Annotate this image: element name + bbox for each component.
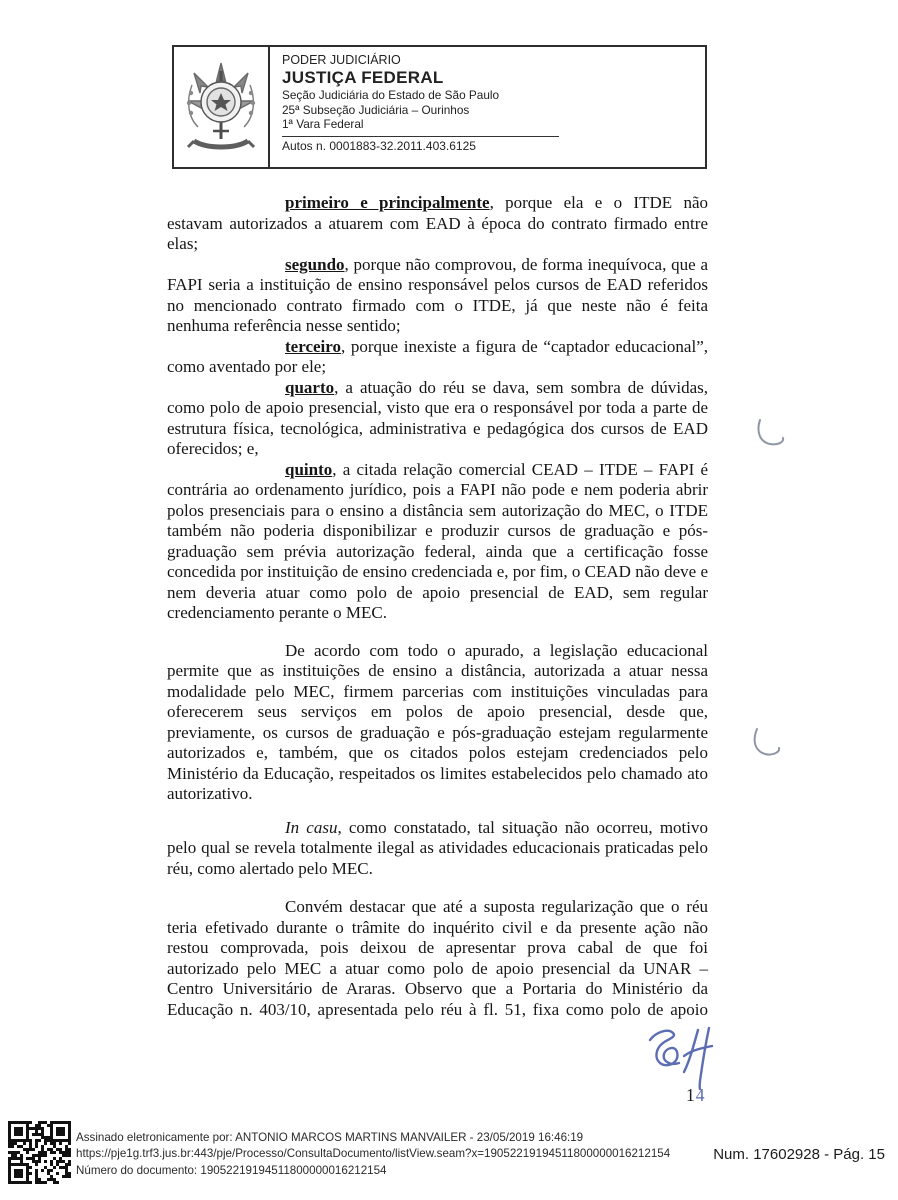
paragraph-text: Convém destacar que até a suposta regularização que o réu teria efetivado durante o trâmite do inquérito civil e da presente ação não restou comprovada, pois deixou de apresentar prova cabal de que foi autorizado pelo MEC a atuar como polo de apoio presencial da UNAR – Centro Universitário de Araras. Observo que a Portaria do Ministério da Educação n. 403/10, apresentada pelo réu à fl. 51, fixa como polo de apoio	[167, 897, 708, 1019]
binder-curl-mark	[750, 414, 792, 456]
paragraph-lead: terceiro	[285, 336, 341, 356]
paragraph-lead: quinto	[285, 459, 333, 479]
header-justice-name: JUSTIÇA FEDERAL	[282, 68, 444, 87]
verification-url: https://pje1g.trf3.jus.br:443/pje/Processo/ConsultaDocumento/listView.seam?x=19052219194511800000016212154	[76, 1147, 671, 1161]
header-branch: PODER JUDICIÁRIO	[282, 53, 401, 67]
paragraph-lead: In casu	[285, 817, 338, 837]
paragraph-quarto	[167, 378, 708, 460]
paragraph-text: , como constatado, tal situação não ocorreu, motivo pelo qual se revela totalmente ilegal as atividades educacionais praticadas pelo réu, como alertado pelo MEC.	[167, 817, 708, 878]
paragraph-de-acordo	[167, 641, 708, 805]
paragraph-text: , porque ela e o ITDE não estavam autorizados a atuarem com EAD à época do contrato firmado entre elas;	[167, 193, 708, 253]
page-number	[686, 1085, 706, 1106]
document-number-line: Número do documento: 19052219194511800000016212154	[76, 1163, 387, 1177]
paragraph-text: De acordo com todo o apurado, a legislação educacional permite que as instituições de ensino a distância, autorizada a atuar nessa modalidade pelo MEC, firmem parcerias com instituições vinculadas para oferecerem seus serviços em polos de apoio presencial, desde que, previamente, os cursos de graduação e pós-graduação estejam regularmente autorizados e, também, que os citados polos estejam credenciados pelo Ministério da Educação, respeitados os limites estabelecidos pelo chamado ato autorizativo.	[167, 640, 708, 803]
court-header-text	[270, 47, 705, 167]
paragraph-text: , porque inexiste a figura de “captador educacional”, como aventado por ele;	[167, 336, 708, 376]
page-number-digit: 1	[686, 1085, 696, 1105]
decision-body-text	[167, 193, 708, 1020]
header-section: Seção Judiciária do Estado de São Paulo	[282, 88, 500, 102]
emblem-cell	[174, 47, 270, 167]
paragraph-terceiro	[167, 337, 708, 378]
paragraph-lead: quarto	[285, 377, 335, 397]
court-header-box	[172, 45, 707, 169]
binder-curl-mark	[746, 724, 788, 766]
page-number-digit-blue: 4	[695, 1085, 706, 1105]
paragraph-text: , a atuação do réu se dava, sem sombra de dúvidas, como polo de apoio presencial, visto que era o responsável por toda a parte de estrutura física, tecnológica, administrativa e pedagógica dos cursos de EAD oferecidos; e,	[167, 377, 708, 458]
paragraph-text: , porque não comprovou, de forma inequívoca, que a FAPI seria a instituição de ensino responsável pelos cursos de EAD referidos no mencionado contrato firmado com o ITDE, já que neste não é feita nenhuma referência nesse sentido;	[167, 254, 708, 335]
header-vara: 1ª Vara Federal	[282, 117, 364, 132]
signed-by-line: Assinado eletronicamente por: ANTONIO MARCOS MARTINS MANVAILER - 23/05/2019 16:46:19	[76, 1131, 584, 1144]
electronic-signature-block	[76, 1130, 696, 1179]
qr-code	[8, 1121, 71, 1184]
header-subsection: 25ª Subseção Judiciária – Ourinhos	[282, 102, 470, 117]
brazil-coat-of-arms-icon	[182, 57, 260, 157]
document-page-reference: Num. 17602928 - Pág. 15	[713, 1146, 885, 1163]
case-number: Autos n. 0001883-32.2011.403.6125	[282, 136, 559, 153]
paragraph-convem	[167, 897, 708, 1020]
paragraph-segundo	[167, 255, 708, 337]
paragraph-quinto	[167, 460, 708, 624]
handwritten-initials-signature	[646, 1026, 730, 1092]
paragraph-in-casu	[167, 818, 708, 880]
paragraph-text: , a citada relação comercial CEAD – ITDE – FAPI é contrária ao ordenamento jurídico, pois a FAPI não pode e nem poderia abrir polos presenciais para o ensino a distância sem autorização do MEC, o ITDE também não poderia disponibilizar e produzir cursos de graduação e pós-graduação sem prévia autorização federal, ainda que a certificação fosse concedida por instituição de ensino credenciada e, por fim, o CEAD não deve e nem deveria atuar como polo de apoio presencial de EAD, sem regular credenciamento perante o MEC.	[167, 459, 708, 622]
paragraph-lead: segundo	[285, 254, 345, 274]
paragraph-primeiro	[167, 193, 708, 255]
paragraph-lead: primeiro e principalmente	[285, 193, 490, 212]
